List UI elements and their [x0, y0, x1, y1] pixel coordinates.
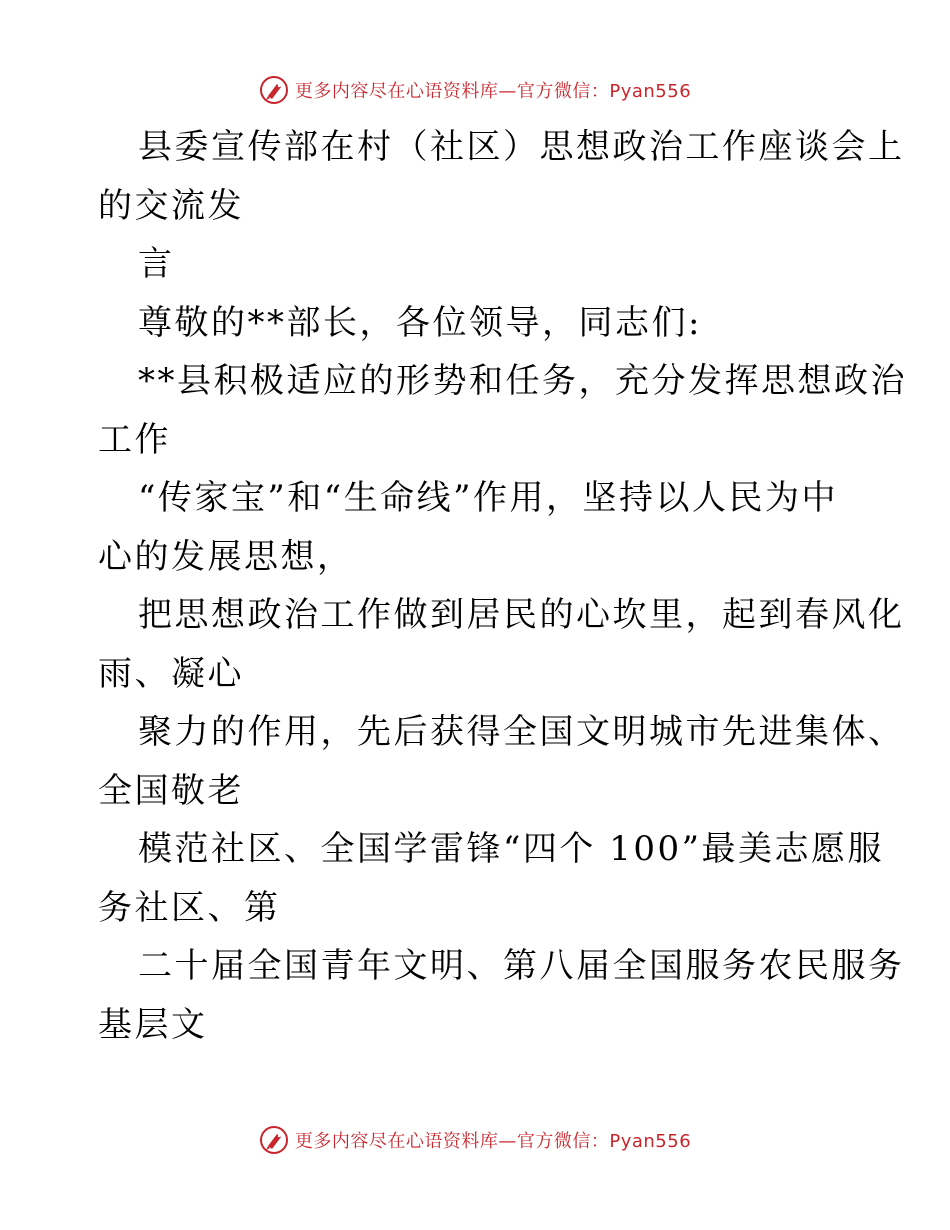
paragraph-line: 全国敬老	[98, 770, 244, 811]
pen-nib-logo-icon	[259, 75, 289, 105]
document-body	[98, 118, 907, 1054]
paragraph-line: 雨、凝心	[98, 653, 244, 694]
salutation: 尊敬的**部长，各位领导，同志们:	[138, 302, 702, 343]
paragraph-line: 心的发展思想，	[98, 536, 354, 577]
title-line-3: 言	[138, 244, 175, 284]
paragraph-line: 聚力的作用，先后获得全国文明城市先进集体、	[138, 712, 905, 752]
paragraph-line: 把思想政治工作做到居民的心坎里，起到春风化	[138, 595, 905, 635]
paragraph-line: 基层文	[98, 1004, 208, 1045]
title-line-2: 的交流发	[98, 185, 244, 226]
footer-banner	[0, 1120, 950, 1160]
banner-text: 更多内容尽在心语资料库—官方微信：Pyan556	[294, 1131, 692, 1152]
paragraph-line: **县积极适应的形势和任务，充分发挥思想政治	[138, 361, 907, 401]
banner-text: 更多内容尽在心语资料库—官方微信：Pyan556	[294, 81, 692, 102]
paragraph-line: 模范社区、全国学雷锋“四个 100”最美志愿服	[138, 829, 884, 869]
header-banner	[0, 70, 950, 110]
paragraph-line: “传家宝”和“生命线”作用，坚持以人民为中	[138, 478, 839, 518]
paragraph-line: 务社区、第	[98, 887, 281, 928]
paragraph-line: 工作	[98, 419, 171, 460]
paragraph-line: 二十届全国青年文明、第八届全国服务农民服务	[138, 946, 905, 986]
title-line-1: 县委宣传部在村（社区）思想政治工作座谈会上	[138, 127, 905, 167]
pen-nib-logo-icon	[259, 1125, 289, 1155]
